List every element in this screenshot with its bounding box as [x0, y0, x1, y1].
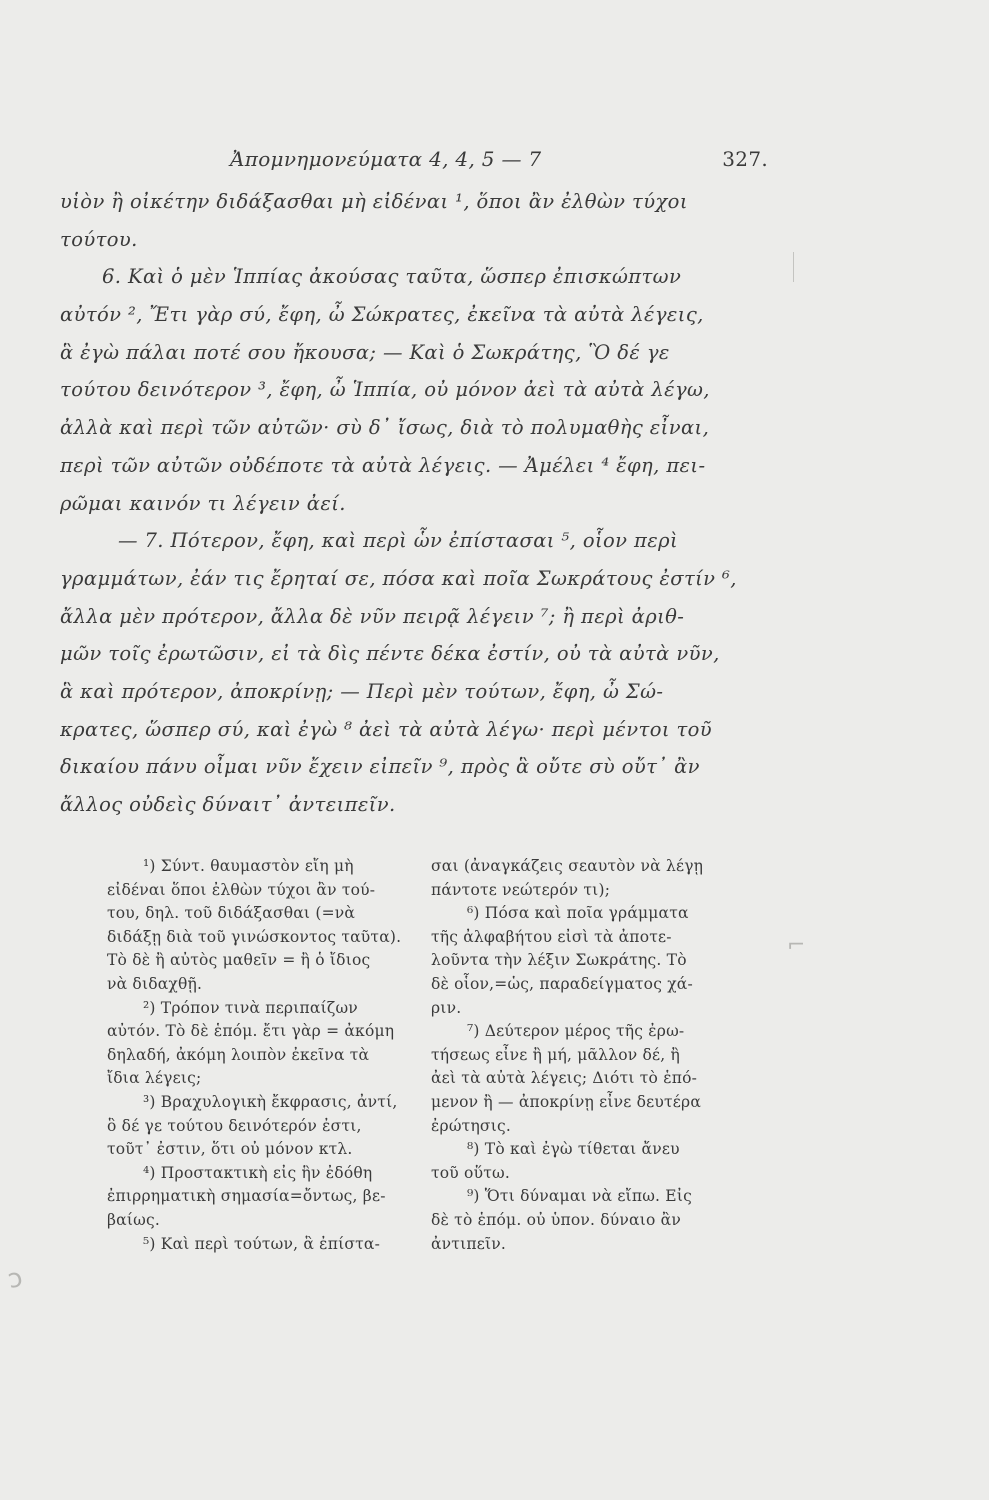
footnote-line: ³) Βραχυλογικὴ ἔκφρασις, ἀντί, — [143, 1092, 398, 1111]
footnote-line: δὲ οἷον,=ὡς, παραδείγματος χά- — [431, 974, 693, 993]
footnote-line: ἐρώτησις. — [431, 1116, 511, 1135]
footnote-line: ἐπιρρηματικὴ σημασία=ὄντως, βε- — [107, 1187, 386, 1206]
margin-pencil-mark: ⌐ — [787, 933, 806, 958]
footnote-line: ⁶) Πόσα καὶ ποῖα γράμματα — [467, 904, 689, 923]
text-line: τούτου δεινότερον ³, ἔφη, ὦ Ἱππία, οὐ μόνον ἀεὶ τὰ αὐτὰ λέγω, — [60, 378, 710, 402]
footnote-line: τοῦτ᾽ ἐστιν, ὅτι οὐ μόνον κτλ. — [107, 1140, 353, 1159]
footnote-line: πάντοτε νεώτερόν τι); — [431, 880, 611, 899]
text-line: ἄλλος οὐδεὶς δύναιτ᾽ ἀντειπεῖν. — [60, 793, 396, 816]
text-line: αὐτόν ², Ἔτι γὰρ σύ, ἔφη, ὦ Σώκρατες, ἐκεῖνα τὰ αὐτὰ λέγεις, — [60, 303, 704, 327]
footnote-line: ⁵) Καὶ περὶ τούτων, ἃ ἐπίστα- — [143, 1234, 381, 1253]
footnote-line: ²) Τρόπον τινὰ περιπαίζων — [143, 998, 358, 1017]
footnote-line: εἰδέναι ὅποι ἐλθὼν τύχοι ἂν τού- — [107, 880, 376, 899]
footnote-line: ⁷) Δεύτερον μέρος τῆς ἐρω- — [467, 1022, 685, 1041]
footnote-line: Τὸ δὲ ἢ αὐτὸς μαθεῖν = ἢ ὁ ἴδιος — [107, 951, 371, 970]
text-line: μῶν τοῖς ἐρωτῶσιν, εἰ τὰ δὶς πέντε δέκα ἐστίν, οὐ τὰ αὐτὰ νῦν, — [60, 642, 720, 666]
footnote-line: ἀεὶ τὰ αὐτὰ λέγεις; Διότι τὸ ἑπό- — [431, 1069, 698, 1088]
main-text — [60, 183, 772, 824]
footnote-line: ⁴) Προστακτικὴ εἰς ἣν ἐδόθη — [143, 1163, 373, 1182]
header-title: Ἀπομνημονεύματα 4, 4, 5 — 7 — [230, 147, 542, 171]
text-line: ἄλλα μὲν πρότερον, ἄλλα δὲ νῦν πειρᾷ λέγειν ⁷; ἢ περὶ ἀριθ- — [60, 604, 685, 628]
footnote-line: λοῦντα τὴν λέξιν Σωκράτης. Τὸ — [431, 951, 687, 970]
footnote-line: του, δηλ. τοῦ διδάξασθαι (=νὰ — [107, 904, 356, 923]
footnotes-right-column — [431, 855, 771, 1256]
footnote-line: νὰ διδαχθῇ. — [107, 974, 203, 993]
text-line: δικαίου πάνυ οἶμαι νῦν ἔχειν εἰπεῖν ⁹, πρὸς ἃ οὔτε σὺ οὔτ᾽ ἂν — [60, 755, 700, 779]
text-line: τούτου. — [60, 227, 138, 251]
footnote-line: τῆς ἀλφαβήτου εἰσὶ τὰ ἀποτε- — [431, 927, 672, 946]
text-line: γραμμάτων, ἐάν τις ἔρηταί σε, πόσα καὶ ποῖα Σωκράτους ἐστίν ⁶, — [60, 566, 737, 590]
footnote-line: σαι (ἀναγκάζεις σεαυτὸν νὰ λέγῃ — [431, 857, 704, 875]
text-line: ἃ καὶ πρότερον, ἀποκρίνῃ; — Περὶ μὲν τούτων, ἔφη, ὦ Σώ- — [60, 679, 664, 703]
footnote-line: βαίως. — [107, 1210, 160, 1229]
footnotes-left-column — [107, 855, 407, 1256]
page-number: 327. — [722, 147, 768, 171]
footnote-line: αὐτόν. Τὸ δὲ ἑπόμ. ἔτι γὰρ = ἀκόμη — [107, 1022, 395, 1041]
footnote-line: τήσεως εἶνε ἢ μή, μᾶλλον δέ, ἢ — [431, 1045, 681, 1064]
footnote-line: ⁹) Ὅτι δύναμαι νὰ εἴπω. Εἰς — [467, 1187, 692, 1206]
text-line: 6. Καὶ ὁ μὲν Ἱππίας ἀκούσας ταῦτα, ὥσπερ ἐπισκώπτων — [102, 265, 682, 289]
footnote-line: ὃ δέ γε τούτου δεινότερόν ἐστι, — [107, 1116, 362, 1135]
footnote-line: μενον ἢ — ἀποκρίνῃ εἶνε δευτέρα — [431, 1092, 702, 1111]
footnote-line: δηλαδή, ἀκόμη λοιπὸν ἐκεῖνα τὰ — [107, 1045, 370, 1064]
footnote-line: ¹) Σύντ. θαυμαστὸν εἴη μὴ — [143, 857, 354, 875]
footnote-line: τοῦ οὕτω. — [431, 1163, 510, 1182]
footnote-line: ριν. — [431, 998, 462, 1017]
text-line: περὶ τῶν αὐτῶν οὐδέποτε τὰ αὐτὰ λέγεις. — Ἀμέλει ⁴ ἔφη, πει- — [60, 453, 706, 477]
margin-pencil-mark — [793, 252, 794, 282]
margin-pencil-mark: ↄ — [5, 1262, 26, 1296]
footnote-line: δὲ τὸ ἑπόμ. οὐ ὑπον. δύναιο ἂν — [431, 1210, 681, 1229]
footnote-line: ἀντιπεῖν. — [431, 1234, 506, 1253]
footnote-line: διδάξῃ διὰ τοῦ γινώσκοντος ταῦτα). — [107, 927, 402, 946]
text-line: ρῶμαι καινόν τι λέγειν ἀεί. — [60, 491, 346, 515]
footnote-line: ⁸) Τὸ καὶ ἐγὼ τίθεται ἄνευ — [467, 1140, 680, 1159]
text-line: υἱὸν ἢ οἰκέτην διδάξασθαι μὴ εἰδέναι ¹, ὅποι ἂν ἐλθὼν τύχοι — [60, 190, 688, 213]
text-line: κρατες, ὥσπερ σύ, καὶ ἐγὼ ⁸ ἀεὶ τὰ αὐτὰ λέγω· περὶ μέντοι τοῦ — [60, 717, 713, 741]
footnote-line: ἴδια λέγεις; — [107, 1069, 202, 1088]
text-line: ἃ ἐγὼ πάλαι ποτέ σου ἤκουσα; — Καὶ ὁ Σωκράτης, Ὃ δέ γε — [60, 340, 670, 364]
text-line: ἀλλὰ καὶ περὶ τῶν αὐτῶν· σὺ δ᾽ ἴσως, διὰ τὸ πολυμαθὴς εἶναι, — [60, 416, 710, 440]
text-line: — 7. Πότερον, ἔφη, καὶ περὶ ὧν ἐπίστασαι ⁵, οἷον περὶ — [118, 529, 678, 553]
